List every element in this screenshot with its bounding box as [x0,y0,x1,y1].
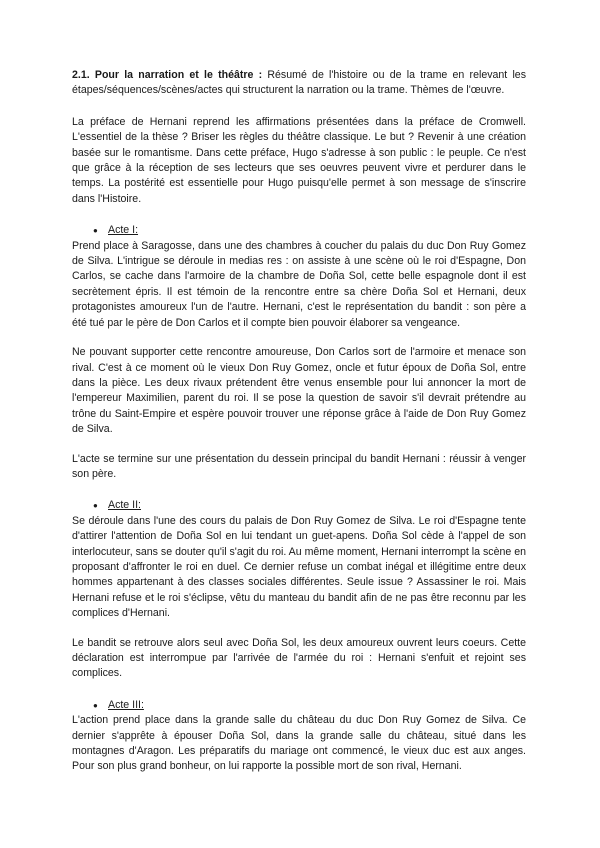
act-2-paragraph-2: Le bandit se retrouve alors seul avec Doña Sol, les deux amoureux ouvrent leurs coeurs. Cette déclaration est interrompue par l'arrivée de l'armée du roi : Hernani s'enfuit et rejoint ses complices. [72,636,526,680]
act-1-title: Acte I: [108,224,139,237]
bullet-icon: ● [93,226,98,236]
bullet-icon: ● [93,700,98,710]
section-heading-label: 2.1. Pour la narration et le théâtre : [72,69,263,81]
act-2-title: Acte II: [108,499,141,512]
act-3-heading [72,698,526,713]
act-1-paragraph-3: L'acte se termine sur une présentation du dessein principal du bandit Hernani : réussir à venger son père. [72,452,526,480]
section-heading [72,68,526,99]
bullet-icon: ● [93,501,98,511]
act-1-heading [72,223,526,238]
preface-paragraph: La préface de Hernani reprend les affirmations présentées dans la préface de Cromwell. L'essentiel de la thèse ? Briser les règles du théâtre classique. Le but ? Revenir à une création basée sur le romantisme. Dans cette préface, Hugo s'adresse à son public : le peuple. Ce n'est que grâce à la réception de ses lecteurs que ses oeuvres peuvent vivre et perdurer dans le temps. La postérité est essentielle pour Hugo puisqu'elle permet à son message de s'inscrire dans l'Histoire. [72,115,526,205]
act-3-title: Acte III: [108,698,144,711]
act-3-paragraph-1: L'action prend place dans la grande salle du château du duc Don Ruy Gomez de Silva. Ce dernier s'apprête à épouser Doña Sol, dans la grande salle du château, situé dans les montagnes d'Aragon. Les préparatifs du mariage ont commencé, le vieux duc est aux anges. Pour son plus grand bonheur, on lui rapporte la possible mort de son rival, Hernani. [72,714,526,773]
document-page [72,68,526,775]
act-1-paragraph-1: Prend place à Saragosse, dans une des chambres à coucher du palais du duc Don Ruy Gomez de Silva. L'intrigue se déroule in medias res : on assiste à une scène où le roi d'Espagne, Don Carlos, se cache dans l'armoire de la chambre de Doña Sol, cette belle espagnole dont il est secrètement épris. Il est témoin de la rencontre entre sa chère Doña Sol et Hernani, deux protagonistes amoureux l'un de l'autre. Hernani, c'est le représentation du bandit : son père a été tué par le père de Don Carlos et il compte bien pouvoir élaborer sa vengeance. [72,239,526,329]
section-heading-description: Résumé de l'histoire ou de la trame en relevant les étapes/séquences/scènes/actes qui structurent la narration ou la trame. Thèmes de l'œuvre. [72,69,526,97]
act-1-paragraph-2: Ne pouvant supporter cette rencontre amoureuse, Don Carlos sort de l'armoire et menace son rival. C'est à ce moment où le vieux Don Ruy Gomez, oncle et futur époux de Doña Sol, entre dans la pièce. Les deux rivaux prétendent être venus ensemble pour lui annoncer la mort de l'empereur Maximilien, parent du roi. Il se pose la question de savoir s'il devrait prétendre au trône du Saint-Empire et espère pouvoir trouver une réponse grâce à l'aide de Don Ruy Gomez de Silva. [72,346,526,436]
act-2-paragraph-1: Se déroule dans l'une des cours du palais de Don Ruy Gomez de Silva. Le roi d'Espagne tente d'attirer l'attention de Doña Sol en lui tendant un guet-apens. Doña Sol cède à l'appel de son interlocuteur, sans se douter qu'il s'agit du roi. Au même moment, Hernani interrompt la scène en proposant d'affronter le roi en duel. Ce dernier refuse un combat inégal et illégitime entre deux hommes appartenant à des classes sociales différentes. Seule issue ? Assassiner le roi. Mais Hernani refuse et le roi s'éclipse, vêtu du manteau du bandit afin de ne pas être reconnu par les complices d'Hernani. [72,514,526,620]
act-2-heading [72,498,526,513]
